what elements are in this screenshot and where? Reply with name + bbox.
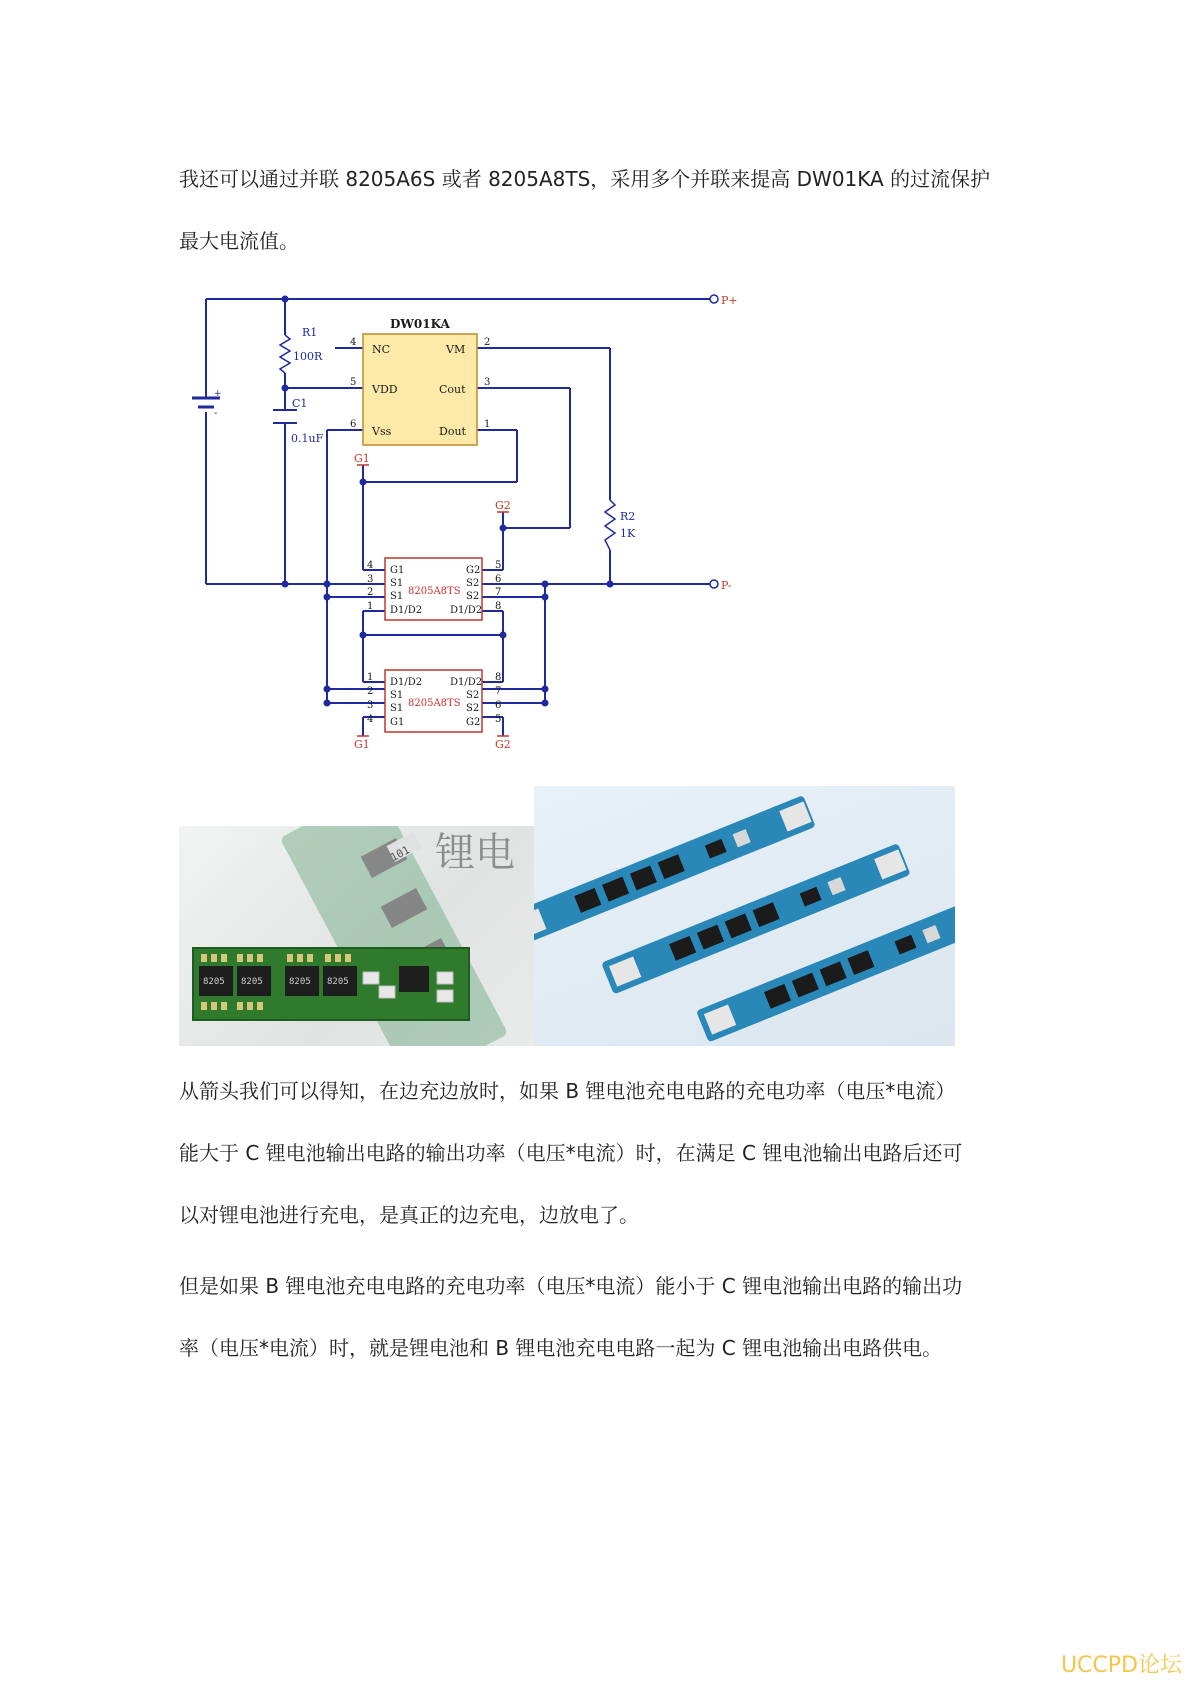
pin-number-2: 2 (484, 337, 491, 348)
mos2-pin-s2-a: S2 (466, 690, 480, 701)
mos2-num-5: 5 (495, 714, 502, 725)
net-label-g1-bottom: G1 (354, 738, 370, 751)
pcb-photo-green (179, 826, 534, 1046)
mos1-num-1: 1 (367, 601, 374, 612)
mos2-num-4: 4 (367, 714, 374, 725)
p-minus-terminal (710, 580, 718, 588)
ic-title: DW01KA (390, 317, 450, 331)
mos2-pin-s1-a: S1 (390, 690, 404, 701)
mos2-pin-s1-b: S1 (390, 703, 404, 714)
photo1-chip-label-2: 8205 (241, 977, 263, 987)
protection-circuit-schematic (190, 285, 750, 755)
mos2-num-6: 6 (495, 700, 502, 711)
battery-plus-label: + (214, 389, 222, 399)
r1-resistor (280, 335, 290, 373)
p-plus-terminal (710, 295, 718, 303)
paragraph-2-line-2: 能大于 C 锂电池输出电路的输出功率（电压*电流）时，在满足 C 锂电池输出电路后还可 (179, 1141, 963, 1165)
photo1-chip-label-1: 8205 (203, 977, 225, 987)
photo1-resistor-label: 101 (388, 843, 412, 865)
pin-number-3: 3 (484, 377, 491, 388)
r1-value: 100R (293, 350, 323, 363)
mos1-pin-s1-a: S1 (390, 578, 404, 589)
photo1-chip-label-3: 8205 (289, 977, 311, 987)
photo1-chip-label-4: 8205 (327, 977, 349, 987)
mos1-num-4: 4 (367, 560, 374, 571)
paragraph-2-line-3: 以对锂电池进行充电，是真正的边充电，边放电了。 (179, 1203, 639, 1227)
pin-number-4: 4 (350, 337, 357, 348)
paragraph-1-line-1: 我还可以通过并联 8205A6S 或者 8205A8TS，采用多个并联来提高 DW01KA 的过流保护 (179, 167, 991, 191)
pin-dout: Dout (439, 425, 466, 438)
r2-resistor (605, 500, 615, 550)
pcb-photo-green-drawing (179, 826, 534, 1046)
r2-value: 1K (620, 527, 636, 540)
mos1-num-5: 5 (495, 560, 502, 571)
mos1-pin-g1: G1 (390, 565, 405, 576)
pin-number-1: 1 (484, 419, 491, 430)
mos1-num-8: 8 (495, 601, 502, 612)
mos1-num-2: 2 (367, 587, 374, 598)
mos2-pin-d1d2-right: D1/D2 (450, 677, 483, 688)
pin-cout: Cout (439, 383, 466, 396)
mos1-pin-g2: G2 (466, 565, 481, 576)
mosfet-1-label: 8205A8TS (408, 586, 461, 597)
mos2-pin-d1d2-left: D1/D2 (390, 677, 423, 688)
pcb-photo-blue-drawing (534, 786, 955, 1046)
p-minus-label: P- (721, 579, 732, 592)
site-watermark: UCCPD论坛 (1060, 1653, 1182, 1678)
mos1-num-7: 7 (495, 587, 502, 598)
mos1-num-3: 3 (367, 574, 374, 585)
mos2-pin-g1: G1 (390, 717, 405, 728)
r2-name: R2 (620, 510, 636, 523)
mos1-pin-s2-b: S2 (466, 591, 480, 602)
paragraph-1-line-2: 最大电流值。 (179, 229, 299, 253)
net-label-g2-bottom: G2 (495, 738, 511, 751)
pin-vss: Vss (372, 425, 392, 438)
pcb-photo-blue (534, 786, 955, 1046)
c1-name: C1 (292, 397, 308, 410)
paragraph-2-line-1: 从箭头我们可以得知，在边充边放时，如果 B 锂电池充电电路的充电功率（电压*电流） (179, 1079, 956, 1103)
mos2-pin-s2-b: S2 (466, 703, 480, 714)
mosfet-2-label: 8205A8TS (408, 698, 461, 709)
paragraph-3-line-2: 率（电压*电流）时，就是锂电池和 B 锂电池充电电路一起为 C 锂电池输出电路供电。 (179, 1336, 943, 1360)
c1-capacitor (273, 410, 297, 423)
mos2-num-3: 3 (367, 700, 374, 711)
pin-number-5: 5 (350, 377, 357, 388)
mos2-num-1: 1 (367, 672, 374, 683)
mos2-num-2: 2 (367, 686, 374, 697)
net-label-g1-top: G1 (354, 452, 370, 465)
mos1-pin-s2-a: S2 (466, 578, 480, 589)
pin-vdd: VDD (372, 383, 398, 396)
mos2-pin-g2: G2 (466, 717, 481, 728)
mos1-pin-d1d2-right: D1/D2 (450, 605, 483, 616)
pin-vm: VM (446, 343, 466, 356)
c1-value: 0.1uF (291, 432, 324, 445)
paragraph-3-line-1: 但是如果 B 锂电池充电电路的充电功率（电压*电流）能小于 C 锂电池输出电路的输出功 (179, 1274, 963, 1298)
mos2-num-8: 8 (495, 672, 502, 683)
mos2-num-7: 7 (495, 686, 502, 697)
mos1-pin-s1-b: S1 (390, 591, 404, 602)
battery-minus-label: - (214, 408, 218, 419)
photo1-watermark: 锂电 (435, 830, 515, 876)
p-plus-label: P+ (721, 294, 738, 307)
r1-name: R1 (302, 326, 318, 339)
mos1-num-6: 6 (495, 574, 502, 585)
pin-nc: NC (372, 343, 391, 356)
net-label-g2-top: G2 (495, 499, 511, 512)
mos1-pin-d1d2-left: D1/D2 (390, 605, 423, 616)
pin-number-6: 6 (350, 419, 357, 430)
